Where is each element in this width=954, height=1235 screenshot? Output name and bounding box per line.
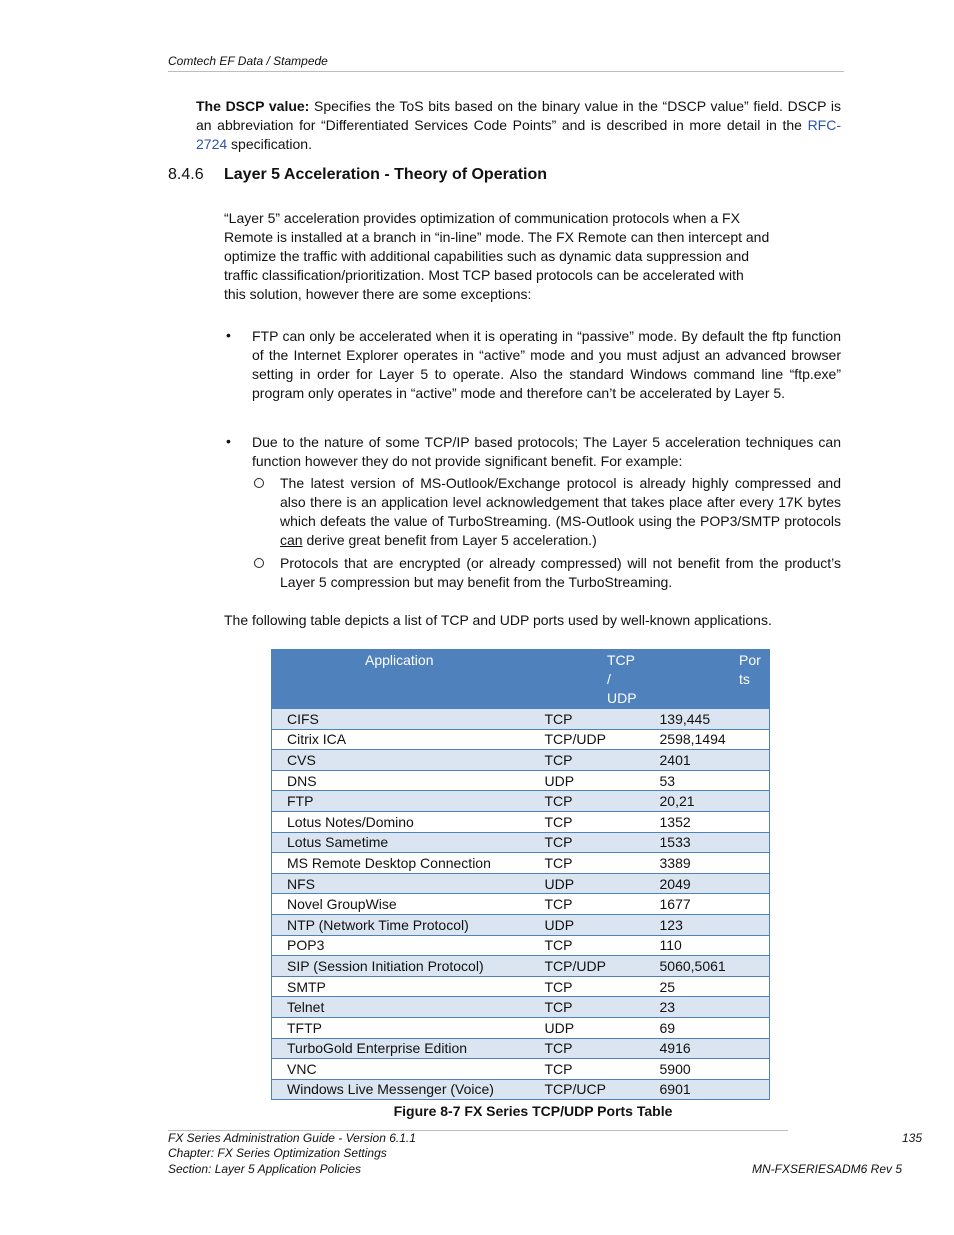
cell-ports: 5900: [660, 1059, 770, 1080]
cell-application: MS Remote Desktop Connection: [272, 853, 530, 874]
header-protocol-line: /: [607, 671, 611, 687]
bullet-ftp: FTP can only be accelerated when it is operating in “passive” mode. By default the ftp function of the Internet Explorer operates in “active” mode and you must adjust an advanced browser setting in order for Layer 5 to operate. Also the standard Windows command line “ftp.exe” program only operates in “active” mode and therefore can’t be accelerated by Layer 5.: [252, 328, 841, 401]
ports-table: [271, 649, 770, 1100]
table-row: [272, 770, 770, 791]
header-ports-line: Por: [739, 652, 761, 668]
cell-protocol: UDP: [530, 770, 660, 791]
cell-application: Lotus Notes/Domino: [272, 811, 530, 832]
table-row: [272, 1038, 770, 1059]
cell-ports: 4916: [660, 1038, 770, 1059]
cell-protocol: TCP: [530, 1038, 660, 1059]
cell-protocol: TCP: [530, 935, 660, 956]
cell-application: TFTP: [272, 1017, 530, 1038]
cell-protocol: TCP: [530, 976, 660, 997]
table-row: [272, 832, 770, 853]
cell-application: SMTP: [272, 976, 530, 997]
table-row: [272, 1059, 770, 1080]
table-row: [272, 935, 770, 956]
cell-ports: 25: [660, 976, 770, 997]
cell-protocol: TCP/UDP: [530, 729, 660, 750]
cell-protocol: TCP: [530, 791, 660, 812]
intro-line: optimize the traffic with additional capabilities such as dynamic data suppression and: [224, 248, 750, 264]
table-intro: The following table depicts a list of TCP and UDP ports used by well-known applications.: [224, 612, 772, 628]
cell-ports: 2401: [660, 750, 770, 771]
cell-application: Telnet: [272, 997, 530, 1018]
subbullet-text: The latest version of MS-Outlook/Exchange protocol is already highly compressed and also there is an application level acknowledgement that takes place after every 17K bytes which defeats the value of TurboStreaming. (MS-Outlook using the POP3/SMTP protocols: [280, 475, 841, 529]
cell-application: CVS: [272, 750, 530, 771]
table-row: [272, 997, 770, 1018]
table-row: [272, 791, 770, 812]
cell-protocol: TCP/UDP: [530, 956, 660, 977]
intro-line: “Layer 5” acceleration provides optimization of communication protocols when a FX: [224, 210, 740, 226]
table-row: [272, 873, 770, 894]
dscp-label: The DSCP value:: [196, 98, 310, 114]
cell-protocol: TCP: [530, 997, 660, 1018]
table-header-row: [272, 650, 770, 709]
cell-protocol: TCP: [530, 853, 660, 874]
cell-protocol: UDP: [530, 1017, 660, 1038]
cell-ports: 20,21: [660, 791, 770, 812]
page-number: 135: [902, 1131, 923, 1145]
section-number: 8.4.6: [168, 166, 204, 183]
cell-ports: 2049: [660, 873, 770, 894]
dscp-paragraph: [196, 97, 841, 154]
intro-paragraph: [224, 209, 824, 304]
table-row: [272, 729, 770, 750]
cell-application: Citrix ICA: [272, 729, 530, 750]
header-ports-line: ts: [739, 671, 750, 687]
cell-protocol: TCP: [530, 894, 660, 915]
table-row: [272, 1017, 770, 1038]
subbullet-outlook: [280, 474, 841, 550]
cell-ports: 3389: [660, 853, 770, 874]
cell-ports: 2598,1494: [660, 729, 770, 750]
cell-application: SIP (Session Initiation Protocol): [272, 956, 530, 977]
cell-application: Lotus Sametime: [272, 832, 530, 853]
cell-ports: 1533: [660, 832, 770, 853]
header-protocol-line: TCP: [607, 652, 635, 668]
header-application: [272, 650, 530, 709]
cell-ports: 1677: [660, 894, 770, 915]
cell-application: VNC: [272, 1059, 530, 1080]
cell-ports: 110: [660, 935, 770, 956]
section-title: Layer 5 Acceleration - Theory of Operation: [224, 166, 548, 183]
cell-ports: 6901: [660, 1079, 770, 1100]
document-id: MN-FXSERIESADM6 Rev 5: [752, 1162, 903, 1176]
cell-protocol: TCP: [530, 709, 660, 730]
cell-application: Windows Live Messenger (Voice): [272, 1079, 530, 1100]
dscp-text-end: specification.: [227, 136, 312, 152]
table-row: [272, 1079, 770, 1100]
subbullet-text-end: derive great benefit from Layer 5 acceleration.): [302, 532, 597, 548]
dscp-text: Specifies the ToS bits based on the binary value in the “DSCP value” field. DSCP is an abbreviation for “Differentiated Services Code Points” and is described in more detail in the: [196, 98, 842, 133]
cell-application: FTP: [272, 791, 530, 812]
subbullet-encrypted: Protocols that are encrypted (or already compressed) will not benefit from the product’s Layer 5 compression but may benefit from the TurboStreaming.: [280, 555, 841, 590]
bullet-dot: •: [226, 327, 231, 343]
cell-ports: 1352: [660, 811, 770, 832]
cell-ports: 139,445: [660, 709, 770, 730]
cell-application: Novel GroupWise: [272, 894, 530, 915]
table-row: [272, 914, 770, 935]
footer-guide-title: FX Series Administration Guide - Version 6.1.1: [168, 1131, 416, 1145]
cell-application: NTP (Network Time Protocol): [272, 914, 530, 935]
table-row: [272, 811, 770, 832]
cell-application: DNS: [272, 770, 530, 791]
header-protocol-line: UDP: [607, 690, 637, 706]
cell-application: TurboGold Enterprise Edition: [272, 1038, 530, 1059]
running-header: Comtech EF Data / Stampede: [168, 54, 328, 68]
intro-line: this solution, however there are some exceptions:: [224, 286, 532, 302]
cell-application: NFS: [272, 873, 530, 894]
cell-ports: 5060,5061: [660, 956, 770, 977]
circle-bullet-icon: [254, 558, 264, 568]
header-ports: [660, 650, 770, 709]
cell-ports: 23: [660, 997, 770, 1018]
intro-line: Remote is installed at a branch in “in-line” mode. The FX Remote can then intercept and: [224, 229, 770, 245]
cell-protocol: TCP/UCP: [530, 1079, 660, 1100]
bullet-dot: •: [226, 433, 231, 449]
table-row: [272, 894, 770, 915]
rfc-link[interactable]: RFC-2724: [196, 117, 841, 152]
circle-bullet-icon: [254, 478, 264, 488]
cell-protocol: TCP: [530, 750, 660, 771]
cell-protocol: TCP: [530, 1059, 660, 1080]
cell-protocol: UDP: [530, 914, 660, 935]
cell-application: CIFS: [272, 709, 530, 730]
footer-section: Section: Layer 5 Application Policies: [168, 1162, 361, 1176]
table-row: [272, 709, 770, 730]
table-row: [272, 853, 770, 874]
footer-chapter: Chapter: FX Series Optimization Settings: [168, 1146, 387, 1160]
cell-protocol: TCP: [530, 811, 660, 832]
cell-ports: 123: [660, 914, 770, 935]
figure-caption: Figure 8-7 FX Series TCP/UDP Ports Table: [393, 1103, 673, 1119]
table-row: [272, 976, 770, 997]
cell-protocol: UDP: [530, 873, 660, 894]
bullet-protocols: Due to the nature of some TCP/IP based protocols; The Layer 5 acceleration techniques can function however they do not provide significant benefit. For example:: [252, 434, 841, 469]
intro-line: traffic classification/prioritization. Most TCP based protocols can be accelerated with: [224, 267, 744, 283]
header-protocol: [530, 650, 660, 709]
header-divider: [168, 71, 844, 72]
cell-ports: 53: [660, 770, 770, 791]
table-row: [272, 956, 770, 977]
cell-ports: 69: [660, 1017, 770, 1038]
table-row: [272, 750, 770, 771]
header-application-label: Application: [365, 652, 434, 668]
underlined-word: can: [280, 532, 303, 548]
cell-protocol: TCP: [530, 832, 660, 853]
cell-application: POP3: [272, 935, 530, 956]
